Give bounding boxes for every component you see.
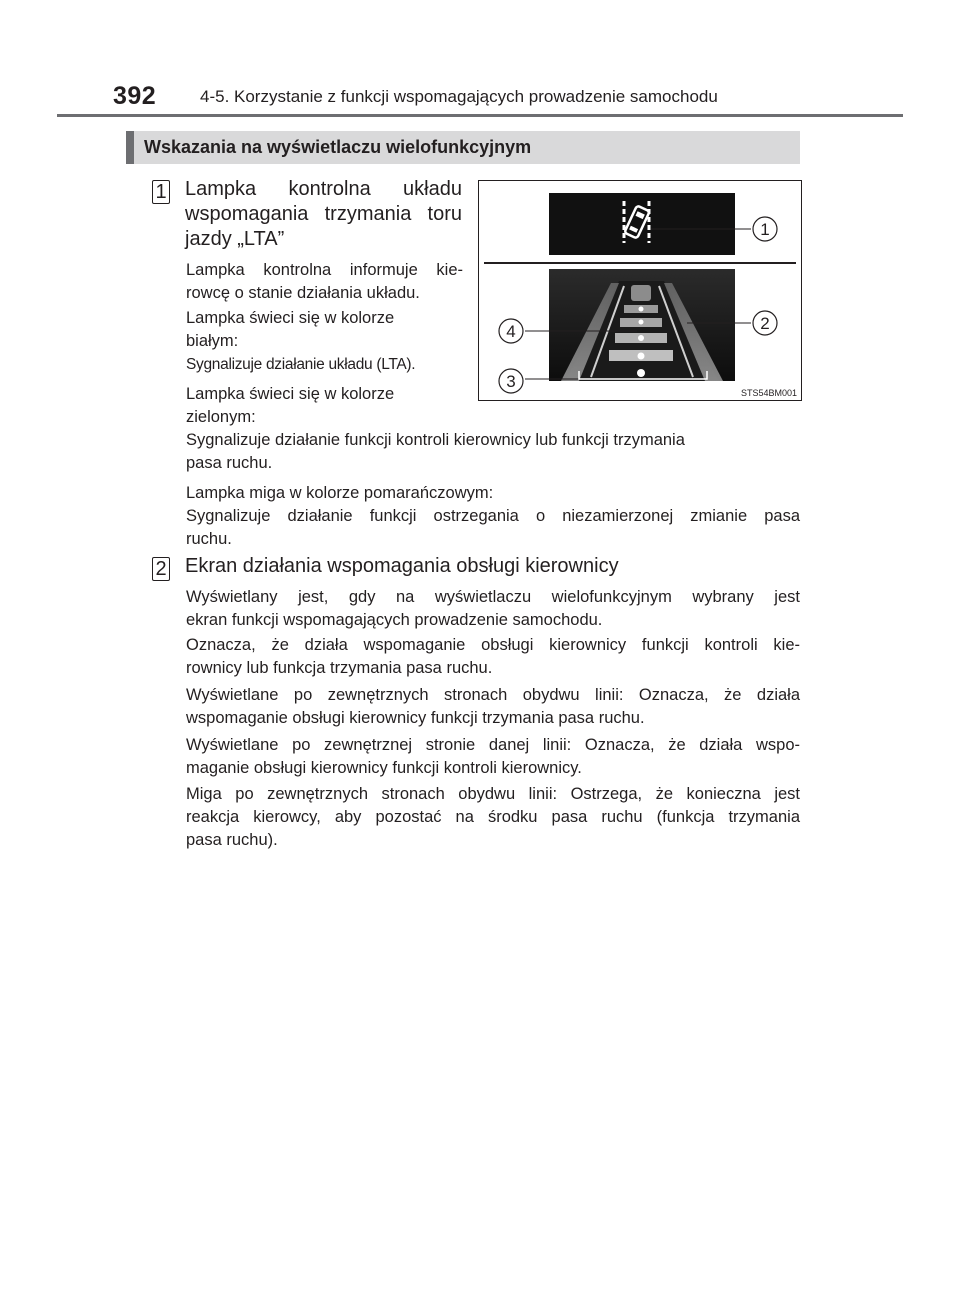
heading-line: wspomagania trzymania toru: [185, 203, 462, 225]
paragraph: [186, 734, 800, 780]
item-heading: [185, 177, 462, 252]
paragraph: [186, 783, 800, 852]
text-line: ekran funkcji wspomagających prowadzenie samochodu.: [186, 611, 603, 629]
text-line: zielonym:: [186, 408, 256, 426]
text-line: Wyświetlane po zewnętrznej stronie danej linii: Oznacza, że działa wspo-: [186, 736, 800, 754]
paragraph: [186, 586, 800, 632]
section-title: Wskazania na wyświetlaczu wielofunkcyjnym: [144, 137, 532, 157]
item-number-badge: 1: [152, 180, 170, 204]
text-line: Sygnalizuje działanie układu (LTA).: [186, 356, 416, 373]
item-number-badge: 2: [152, 557, 170, 581]
page-number: 392: [113, 82, 157, 110]
text-line: pasa ruchu.: [186, 454, 273, 472]
heading-line: Lampka kontrolna układu: [185, 178, 462, 200]
heading-line: jazdy „LTA”: [185, 228, 285, 250]
text-line: Miga po zewnętrznych stronach obydwu linii: Ostrzega, że konieczna jest: [186, 785, 800, 803]
callout-1: 1: [760, 220, 770, 239]
figure-code: STS54BM001: [740, 388, 797, 398]
text-line: rownicy lub funkcja trzymania pasa ruchu.: [186, 659, 493, 677]
paragraph: [186, 634, 800, 680]
text-line: pasa ruchu).: [186, 831, 278, 849]
text-line: Sygnalizuje działanie funkcji ostrzegania o niezamierzonej zmianie pasa: [186, 507, 800, 525]
figure-multi-info-display: [478, 180, 802, 401]
paragraph: [186, 307, 476, 376]
page-header: [0, 78, 960, 118]
lta-indicator-screen: [549, 193, 735, 255]
paragraph: [186, 684, 800, 730]
callout-2: 2: [760, 314, 770, 333]
text-line: Lampka miga w kolorze pomarańczowym:: [186, 484, 494, 502]
section-accent: [126, 131, 134, 164]
text-line: białym:: [186, 332, 239, 350]
chapter-title: 4-5. Korzystanie z funkcji wspomagających prowadzenie samochodu: [200, 87, 718, 106]
text-line: wspomaganie obsługi kierownicy funkcji trzymania pasa ruchu.: [186, 709, 645, 727]
text-line: Wyświetlane po zewnętrznych stronach obydwu linii: Oznacza, że działa: [186, 686, 800, 704]
section-title-bar: [126, 131, 800, 164]
text-line: Lampka kontrolna informuje kie-: [186, 261, 463, 279]
paragraph: [186, 482, 800, 551]
display-illustration: [479, 181, 801, 400]
text-line: rowcę o stanie działania układu.: [186, 284, 420, 302]
text-line: Lampka świeci się w kolorze: [186, 385, 395, 403]
text-line: Wyświetlany jest, gdy na wyświetlaczu wielofunkcyjnym wybrany jest: [186, 588, 800, 606]
text-line: reakcja kierowcy, aby pozostać na środku pasa ruchu (funkcja trzymania: [186, 808, 800, 826]
text-line: Sygnalizuje działanie funkcji kontroli kierownicy lub funkcji trzymania: [186, 431, 685, 449]
text-line: ruchu.: [186, 530, 232, 548]
text-line: maganie obsługi kierownicy funkcji kontroli kierownicy.: [186, 759, 582, 777]
header-divider: [57, 114, 903, 117]
callout-4: 4: [506, 322, 516, 341]
text-line: Oznacza, że działa wspomaganie obsługi kierownicy funkcji kontroli kie-: [186, 636, 800, 654]
paragraph: [186, 259, 463, 305]
callout-3: 3: [506, 372, 516, 391]
item-heading: Ekran działania wspomagania obsługi kierownicy: [185, 555, 619, 577]
text-line: Lampka świeci się w kolorze: [186, 309, 395, 327]
